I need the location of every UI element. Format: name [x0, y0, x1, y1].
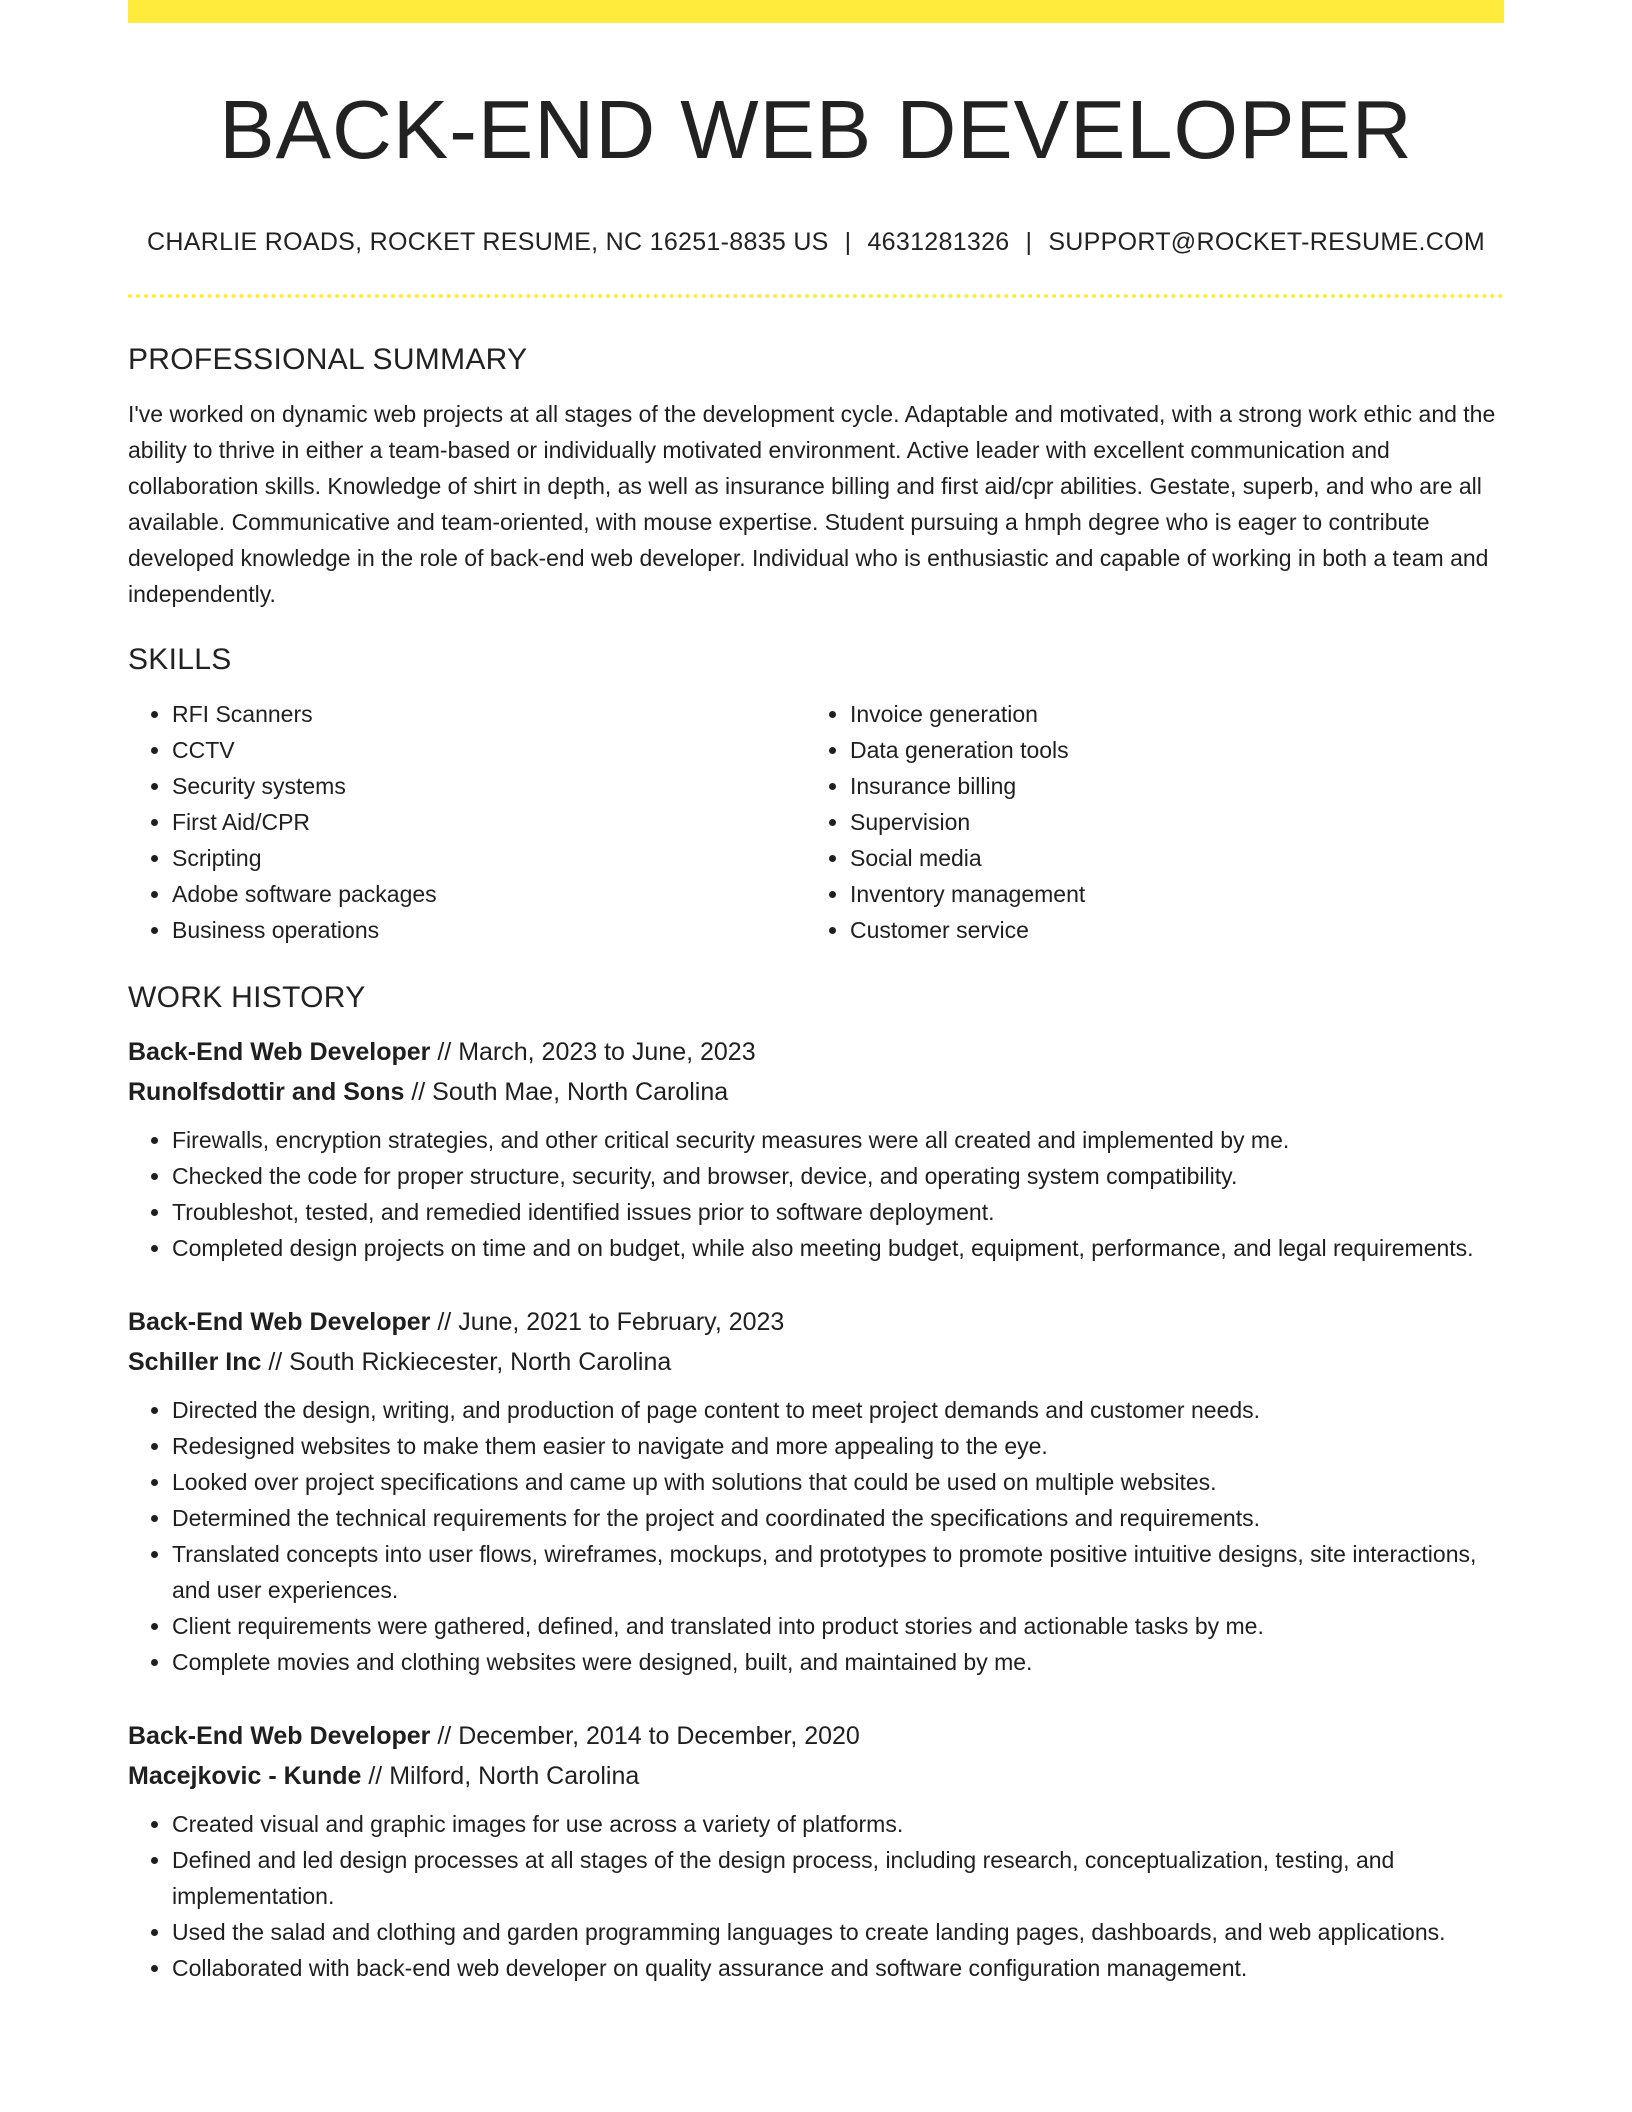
job-location: // Milford, North Carolina: [361, 1762, 640, 1790]
skill-item: • Scripting: [172, 840, 806, 876]
skills-list-right: [806, 696, 1484, 948]
summary-heading: PROFESSIONAL SUMMARY: [128, 343, 528, 376]
dotted-divider: [128, 294, 1504, 298]
job-company: Macejkovic - Kunde: [128, 1762, 362, 1790]
skill-item: • Security systems: [172, 768, 806, 804]
job-entry: [128, 1302, 1504, 1680]
job-dates: // December, 2014 to December, 2020: [430, 1722, 860, 1750]
resume-title: BACK-END WEB DEVELOPER: [219, 83, 1413, 176]
job-company-line: [128, 1072, 1504, 1112]
job-dates: // June, 2021 to February, 2023: [430, 1308, 785, 1336]
job-location: // South Rickiecester, North Carolina: [261, 1348, 672, 1376]
skills-heading: SKILLS: [128, 643, 232, 676]
job-location: // South Mae, North Carolina: [404, 1078, 729, 1106]
job-title: Back-End Web Developer: [128, 1308, 431, 1336]
work-history-section: [128, 978, 1504, 1986]
skill-item: • Inventory management: [850, 876, 1484, 912]
contact-address: CHARLIE ROADS, ROCKET RESUME, NC 16251-8835 US: [147, 228, 829, 256]
job-bullet: • Checked the code for proper structure, security, and browser, device, and operating system compatibility.: [172, 1158, 1504, 1194]
skill-item: • Customer service: [850, 912, 1484, 948]
job-bullet: • Completed design projects on time and on budget, while also meeting budget, equipment, performance, and legal requirements.: [172, 1230, 1504, 1266]
job-company: Runolfsdottir and Sons: [128, 1078, 405, 1106]
skills-columns: [128, 696, 1504, 948]
skills-section: [128, 640, 1504, 948]
skill-item: • Insurance billing: [850, 768, 1484, 804]
skill-item: • Social media: [850, 840, 1484, 876]
resume-page: [128, 0, 1504, 1986]
contact-separator: |: [844, 228, 852, 256]
skill-item: • Business operations: [172, 912, 806, 948]
job-bullet: • Complete movies and clothing websites were designed, built, and maintained by me.: [172, 1644, 1504, 1680]
contact-line: [128, 226, 1504, 258]
job-bullet: • Looked over project specifications and came up with solutions that could be used on multiple websites.: [172, 1464, 1504, 1500]
skill-item: • CCTV: [172, 732, 806, 768]
job-company: Schiller Inc: [128, 1348, 262, 1376]
contact-email: SUPPORT@ROCKET-RESUME.COM: [1048, 228, 1485, 256]
job-title-line: [128, 1302, 1504, 1342]
job-bullet: • Redesigned websites to make them easier to navigate and more appealing to the eye.: [172, 1428, 1504, 1464]
job-bullet: • Troubleshot, tested, and remedied identified issues prior to software deployment.: [172, 1194, 1504, 1230]
contact-phone: 4631281326: [867, 228, 1010, 256]
job-bullet: • Client requirements were gathered, defined, and translated into product stories and actionable tasks by me.: [172, 1608, 1504, 1644]
skill-item: • Invoice generation: [850, 696, 1484, 732]
job-bullet: • Used the salad and clothing and garden programming languages to create landing pages, dashboards, and web applications.: [172, 1914, 1504, 1950]
job-bullet: • Firewalls, encryption strategies, and other critical security measures were all created and implemented by me.: [172, 1122, 1504, 1158]
skill-item: • RFI Scanners: [172, 696, 806, 732]
job-bullet: • Translated concepts into user flows, wireframes, mockups, and prototypes to promote positive intuitive designs, site interactions, and user experiences.: [172, 1536, 1504, 1608]
job-title-line: [128, 1716, 1504, 1756]
contact-separator: |: [1025, 228, 1033, 256]
summary-section: [128, 340, 1504, 612]
job-company-line: [128, 1342, 1504, 1382]
job-bullet: • Determined the technical requirements for the project and coordinated the specifications and requirements.: [172, 1500, 1504, 1536]
job-bullet: • Directed the design, writing, and production of page content to meet project demands and customer needs.: [172, 1392, 1504, 1428]
job-bullets: [128, 1122, 1504, 1266]
job-title-line: [128, 1032, 1504, 1072]
job-title: Back-End Web Developer: [128, 1038, 431, 1066]
job-bullet: • Created visual and graphic images for use across a variety of platforms.: [172, 1806, 1504, 1842]
job-company-line: [128, 1756, 1504, 1796]
job-dates: // March, 2023 to June, 2023: [430, 1038, 756, 1066]
job-title: Back-End Web Developer: [128, 1722, 431, 1750]
skills-list-left: [128, 696, 806, 948]
summary-text: I've worked on dynamic web projects at all stages of the development cycle. Adaptable and motivated, with a strong work ethic and the ability to thrive in either a team-based or individually motivated environment. Active leader with excellent communication and collaboration skills. Knowledge of shirt in depth, as well as insurance billing and first aid/cpr abilities. Gestate, superb, and who are all available. Communicative and team-oriented, with mouse expertise. Student pursuing a hmph degree who is eager to contribute developed knowledge in the role of back-end web developer. Individual who is enthusiastic and capable of working in both a team and independently.: [128, 401, 1496, 607]
job-bullets: [128, 1392, 1504, 1680]
job-entry: [128, 1032, 1504, 1266]
job-entry: [128, 1716, 1504, 1986]
job-bullet: • Defined and led design processes at all stages of the design process, including research, conceptualization, testing, and implementation.: [172, 1842, 1504, 1914]
skill-item: • Adobe software packages: [172, 876, 806, 912]
skill-item: • Supervision: [850, 804, 1484, 840]
skill-item: • First Aid/CPR: [172, 804, 806, 840]
job-bullets: [128, 1806, 1504, 1986]
job-bullet: • Collaborated with back-end web developer on quality assurance and software configuration management.: [172, 1950, 1504, 1986]
work-history-heading: WORK HISTORY: [128, 981, 366, 1014]
skill-item: • Data generation tools: [850, 732, 1484, 768]
